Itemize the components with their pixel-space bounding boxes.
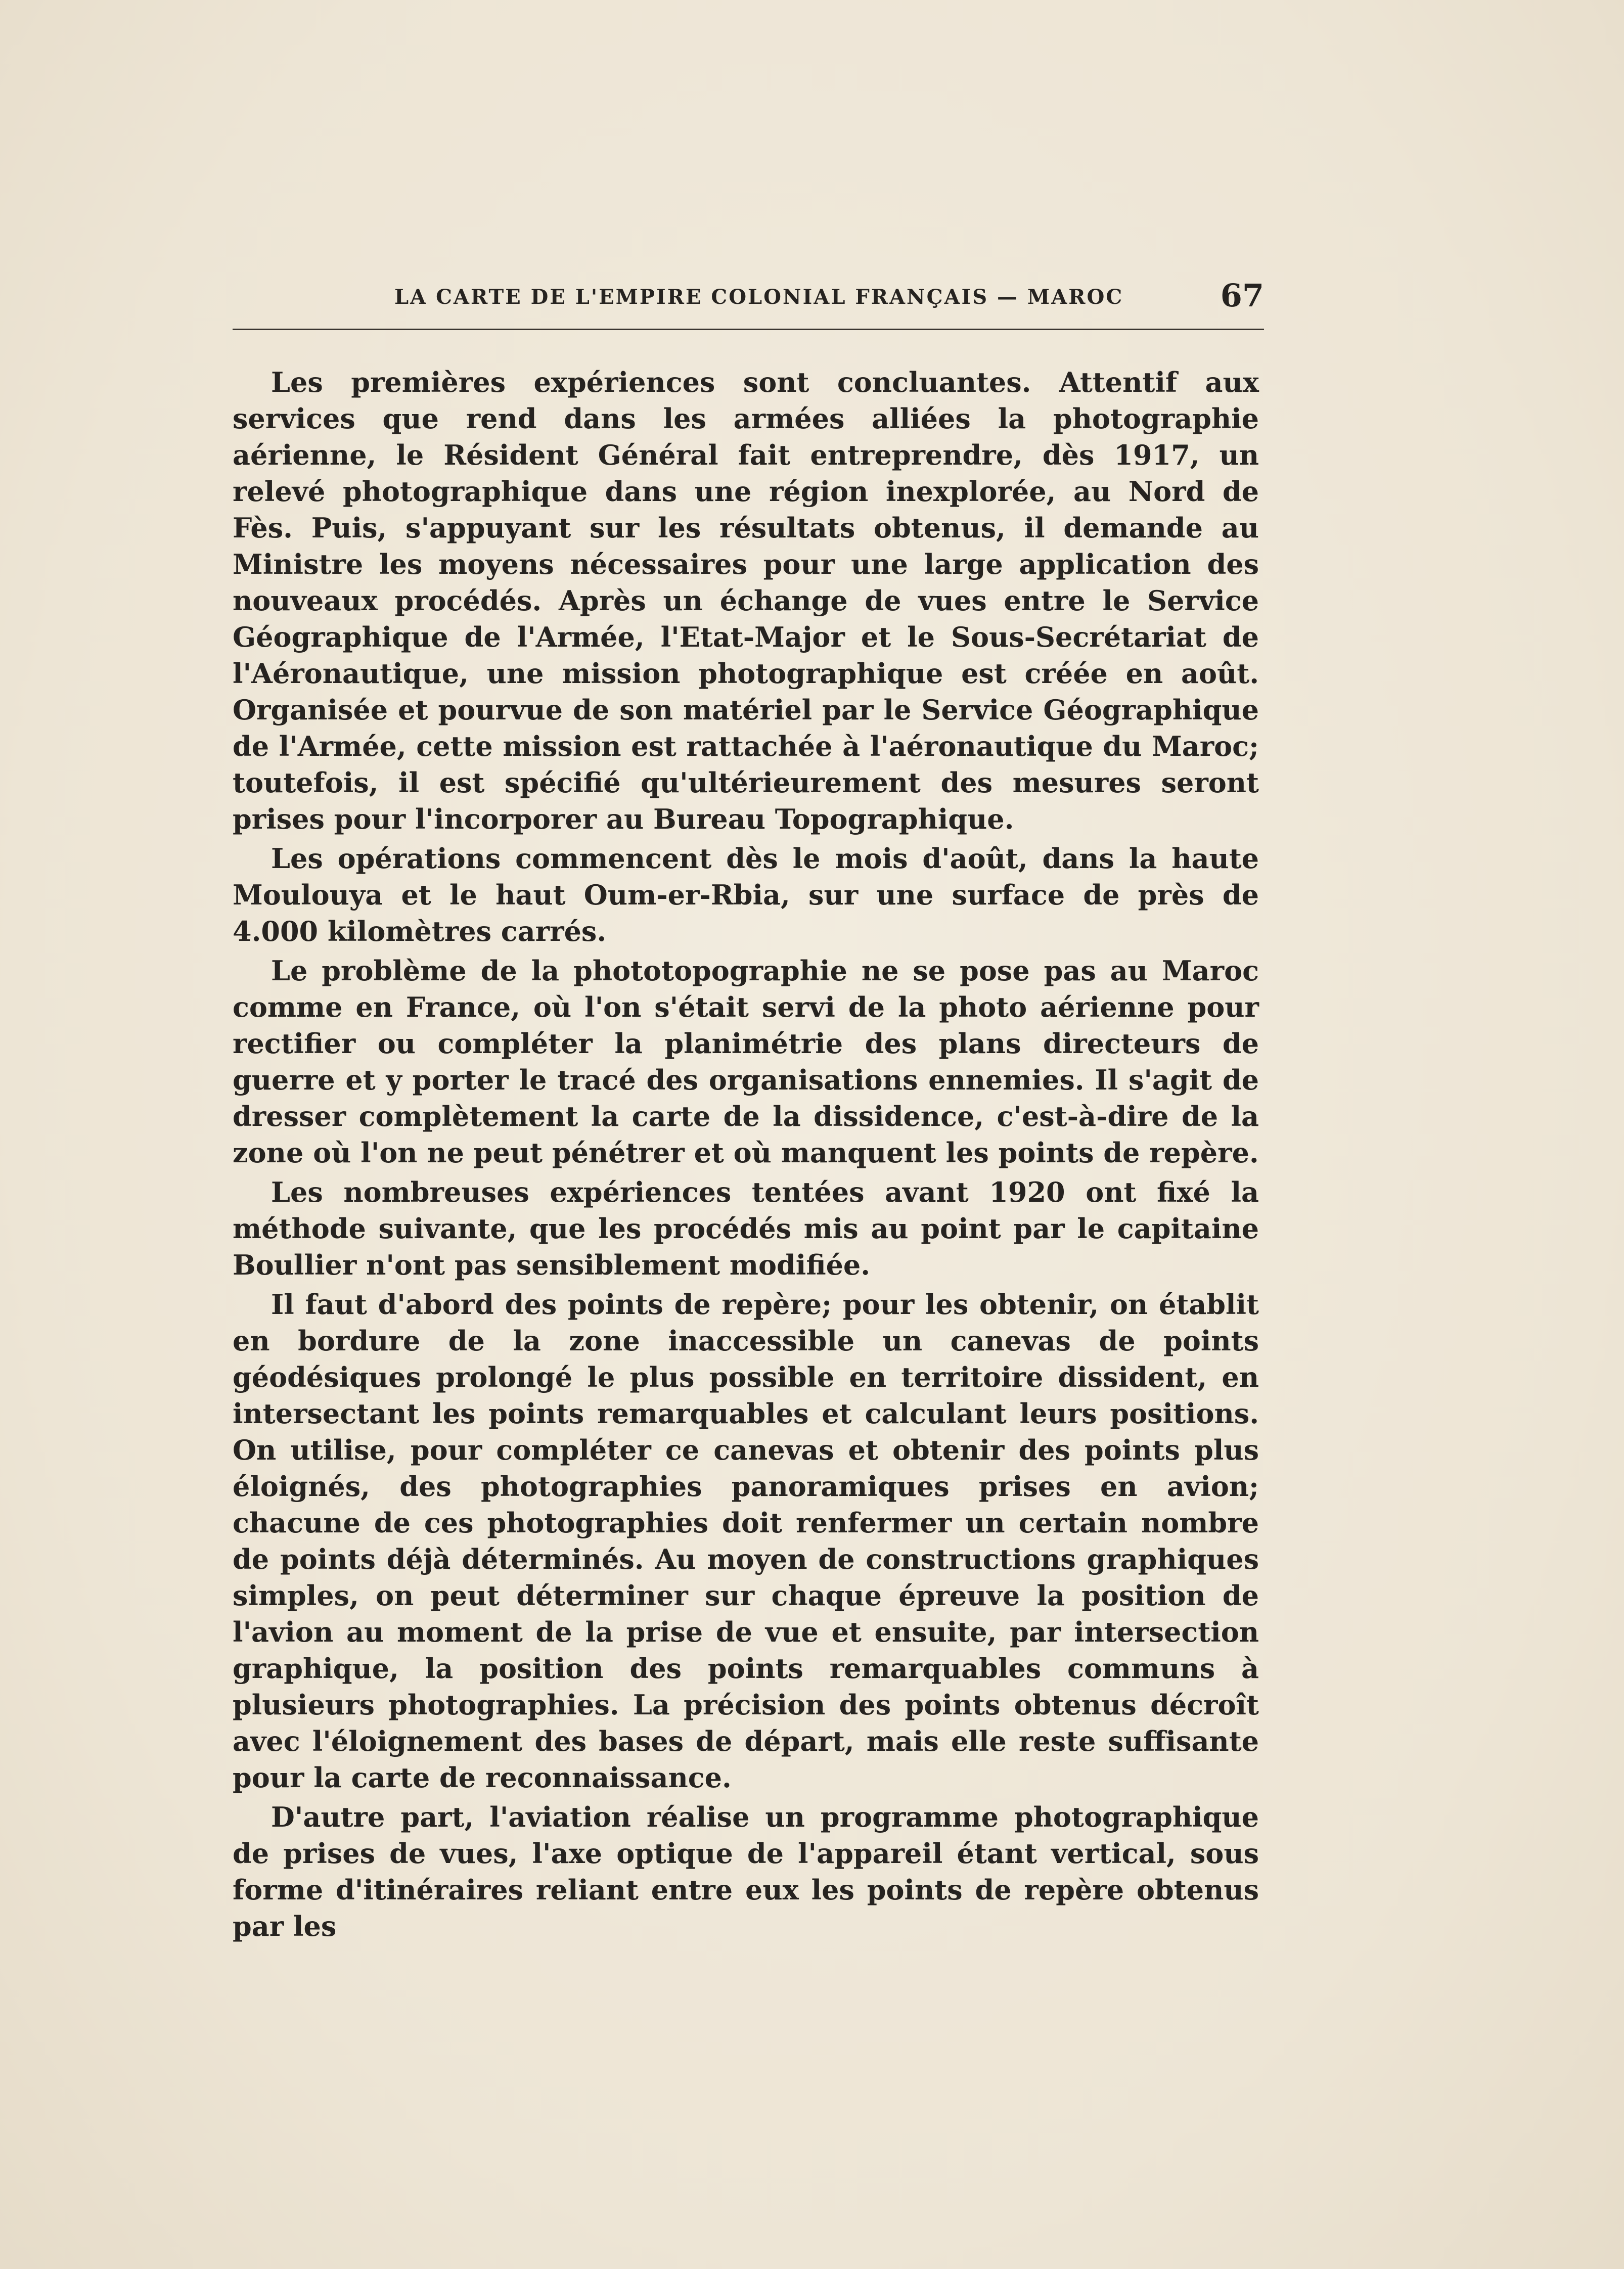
paragraph: Les nombreuses expériences tentées avant 1920 ont fixé la méthode suivante, que les procédés mis au point par le capitaine Boullier n'ont pas sensiblement modifiée. <box>233 1176 1259 1281</box>
page-number: 67 <box>1220 277 1264 314</box>
paragraph: Les opérations commencent dès le mois d'août, dans la haute Moulouya et le haut Oum-er-Rbia, sur une surface de près de 4.000 kilomètres carrés. <box>233 842 1259 947</box>
paragraph: D'autre part, l'aviation réalise un programme photographique de prises de vues, l'axe optique de l'appareil étant vertical, sous forme d'itinéraires reliant entre eux les points de repère obtenus par les <box>233 1801 1259 1942</box>
header-rule <box>233 329 1264 330</box>
running-header <box>233 277 1264 328</box>
paragraph: Le problème de la phototopographie ne se pose pas au Maroc comme en France, où l'on s'était servi de la photo aérienne pour rectifier ou compléter la planimétrie des plans directeurs de guerre et y porter le tracé des organisations ennemies. Il s'agit de dresser complètement la carte de la dissidence, c'est-à-dire de la zone où l'on ne peut pénétrer et où manquent les points de repère. <box>233 955 1259 1169</box>
body-text <box>233 364 1259 1944</box>
paragraph: Il faut d'abord des points de repère; pour les obtenir, on établit en bordure de la zone inaccessible un canevas de points géodésiques prolongé le plus possible en territoire dissident, en intersectant les points remarquables et calculant leurs positions. On utilise, pour compléter ce canevas et obtenir des points plus éloignés, des photographies panoramiques prises en avion; chacune de ces photographies doit renfermer un certain nombre de points déjà déterminés. Au moyen de constructions graphiques simples, on peut déterminer sur chaque épreuve la position de l'avion au moment de la prise de vue et ensuite, par intersection graphique, la position des points remarquables communs à plusieurs photographies. La précision des points obtenus décroît avec l'éloignement des bases de départ, mais elle reste suffisante pour la carte de reconnaissance. <box>233 1288 1259 1794</box>
running-title: LA CARTE DE L'EMPIRE COLONIAL FRANÇAIS — MAROC <box>394 285 1124 309</box>
paragraph: Les premières expériences sont concluantes. Attentif aux services que rend dans les armées alliées la photographie aérienne, le Résident Général fait entreprendre, dès 1917, un relevé photographique dans une région inexplorée, au Nord de Fès. Puis, s'appuyant sur les résultats obtenus, il demande au Ministre les moyens nécessaires pour une large application des nouveaux procédés. Après un échange de vues entre le Service Géographique de l'Armée, l'Etat-Major et le Sous-Secrétariat de l'Aéronautique, une mission photographique est créée en août. Organisée et pourvue de son matériel par le Service Géographique de l'Armée, cette mission est rattachée à l'aéronautique du Maroc; toutefois, il est spécifié qu'ultérieurement des mesures seront prises pour l'incorporer au Bureau Topographique. <box>233 366 1259 835</box>
